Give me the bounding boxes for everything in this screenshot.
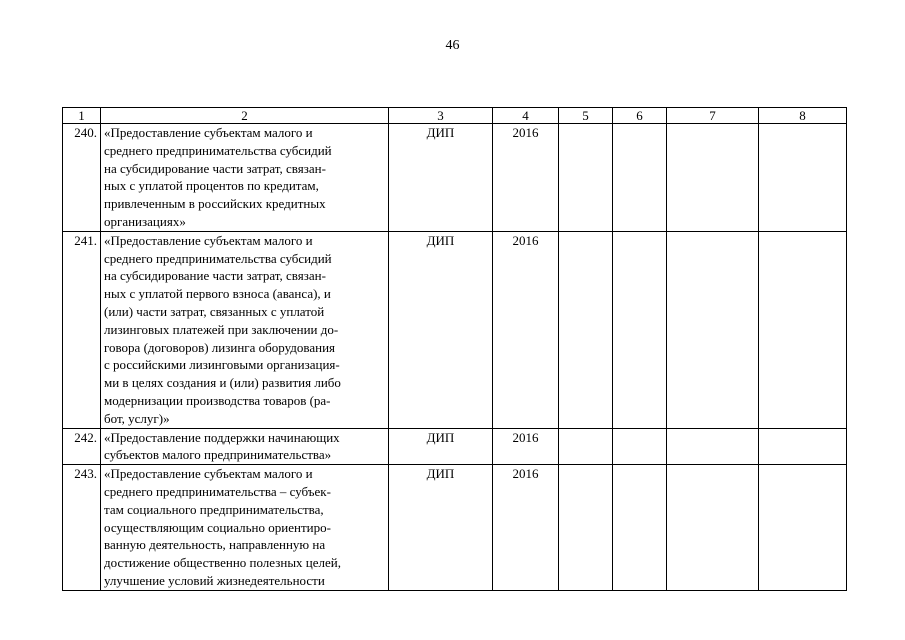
measure-name <box>101 124 389 232</box>
header-col-5: 5 <box>559 108 613 124</box>
year-cell: 2016 <box>493 231 559 428</box>
header-col-1: 1 <box>63 108 101 124</box>
measure-name-line: субъектов малого предпринимательства» <box>104 447 332 463</box>
table-row <box>63 124 847 232</box>
measure-name-line: «Предоставление субъектам малого и <box>104 125 313 140</box>
measure-name-line: «Предоставление субъектам малого и <box>104 466 313 482</box>
header-col-8: 8 <box>759 108 847 124</box>
measure-name-line: среднего предпринимательства – субъек- <box>104 483 331 499</box>
measure-name-line: ных с уплатой процентов по кредитам, <box>104 178 319 194</box>
empty-cell-7 <box>667 231 759 428</box>
measure-name <box>101 231 389 428</box>
measure-name-line: достижение общественно полезных целей, <box>104 555 341 571</box>
measure-name-line: улучшение условий жизнедеятельности <box>104 572 325 588</box>
document-table <box>62 107 847 591</box>
executor-cell: ДИП <box>389 231 493 428</box>
measure-name-line: модернизации производства товаров (ра- <box>104 392 331 408</box>
page-number: 46 <box>445 38 460 53</box>
measure-name-line: лизинговых платежей при заключении до- <box>104 321 339 337</box>
measure-name-line: среднего предпринимательства субсидий <box>104 250 332 266</box>
year-cell: 2016 <box>493 428 559 465</box>
empty-cell-8 <box>759 231 847 428</box>
measure-name-line: ми в целях создания и (или) развития либо <box>104 375 341 391</box>
table-row <box>63 465 847 591</box>
empty-cell-5 <box>559 124 613 232</box>
empty-cell-5 <box>559 231 613 428</box>
year-cell: 2016 <box>493 124 559 232</box>
measure-name-line: на субсидирование части затрат, связан- <box>104 268 326 284</box>
executor-cell: ДИП <box>389 428 493 465</box>
empty-cell-7 <box>667 124 759 232</box>
row-number: 241. <box>63 231 101 428</box>
row-number: 243. <box>63 465 101 591</box>
empty-cell-5 <box>559 428 613 465</box>
executor-cell: ДИП <box>389 465 493 591</box>
row-number: 240. <box>63 124 101 232</box>
year-cell: 2016 <box>493 465 559 591</box>
empty-cell-7 <box>667 428 759 465</box>
measure-name-line: там социального предпринимательства, <box>104 501 324 517</box>
table-row <box>63 231 847 428</box>
header-row <box>63 108 847 124</box>
empty-cell-6 <box>613 465 667 591</box>
empty-cell-8 <box>759 428 847 465</box>
measure-name <box>101 465 389 591</box>
measure-name-line: (или) части затрат, связанных с уплатой <box>104 303 325 319</box>
header-col-6: 6 <box>613 108 667 124</box>
executor-cell: ДИП <box>389 124 493 232</box>
row-number: 242. <box>63 428 101 465</box>
measure-name-line: бот, услуг)» <box>104 410 170 426</box>
measure-name-line: на субсидирование части затрат, связан- <box>104 160 326 176</box>
measure-name-line: среднего предпринимательства субсидий <box>104 142 332 158</box>
table-row <box>63 428 847 465</box>
measure-name-line: организациях» <box>104 213 186 229</box>
measure-name <box>101 428 389 465</box>
empty-cell-8 <box>759 465 847 591</box>
measure-name-line: осуществляющим социально ориентиро- <box>104 519 331 535</box>
empty-cell-8 <box>759 124 847 232</box>
measure-name-line: привлеченным в российских кредитных <box>104 196 326 212</box>
measure-name-line: говора (договоров) лизинга оборудования <box>104 339 336 355</box>
empty-cell-6 <box>613 428 667 465</box>
header-col-2: 2 <box>101 108 389 124</box>
measure-name-line: с российскими лизинговыми организация- <box>104 357 340 373</box>
measure-name-line: ных с уплатой первого взноса (аванса), и <box>104 286 331 302</box>
header-col-4: 4 <box>493 108 559 124</box>
header-col-7: 7 <box>667 108 759 124</box>
empty-cell-7 <box>667 465 759 591</box>
empty-cell-6 <box>613 124 667 232</box>
measure-name-line: «Предоставление поддержки начинающих <box>104 429 340 445</box>
header-col-3: 3 <box>389 108 493 124</box>
empty-cell-6 <box>613 231 667 428</box>
measure-name-line: «Предоставление субъектам малого и <box>104 232 313 248</box>
empty-cell-5 <box>559 465 613 591</box>
measure-name-line: ванную деятельность, направленную на <box>104 537 326 553</box>
